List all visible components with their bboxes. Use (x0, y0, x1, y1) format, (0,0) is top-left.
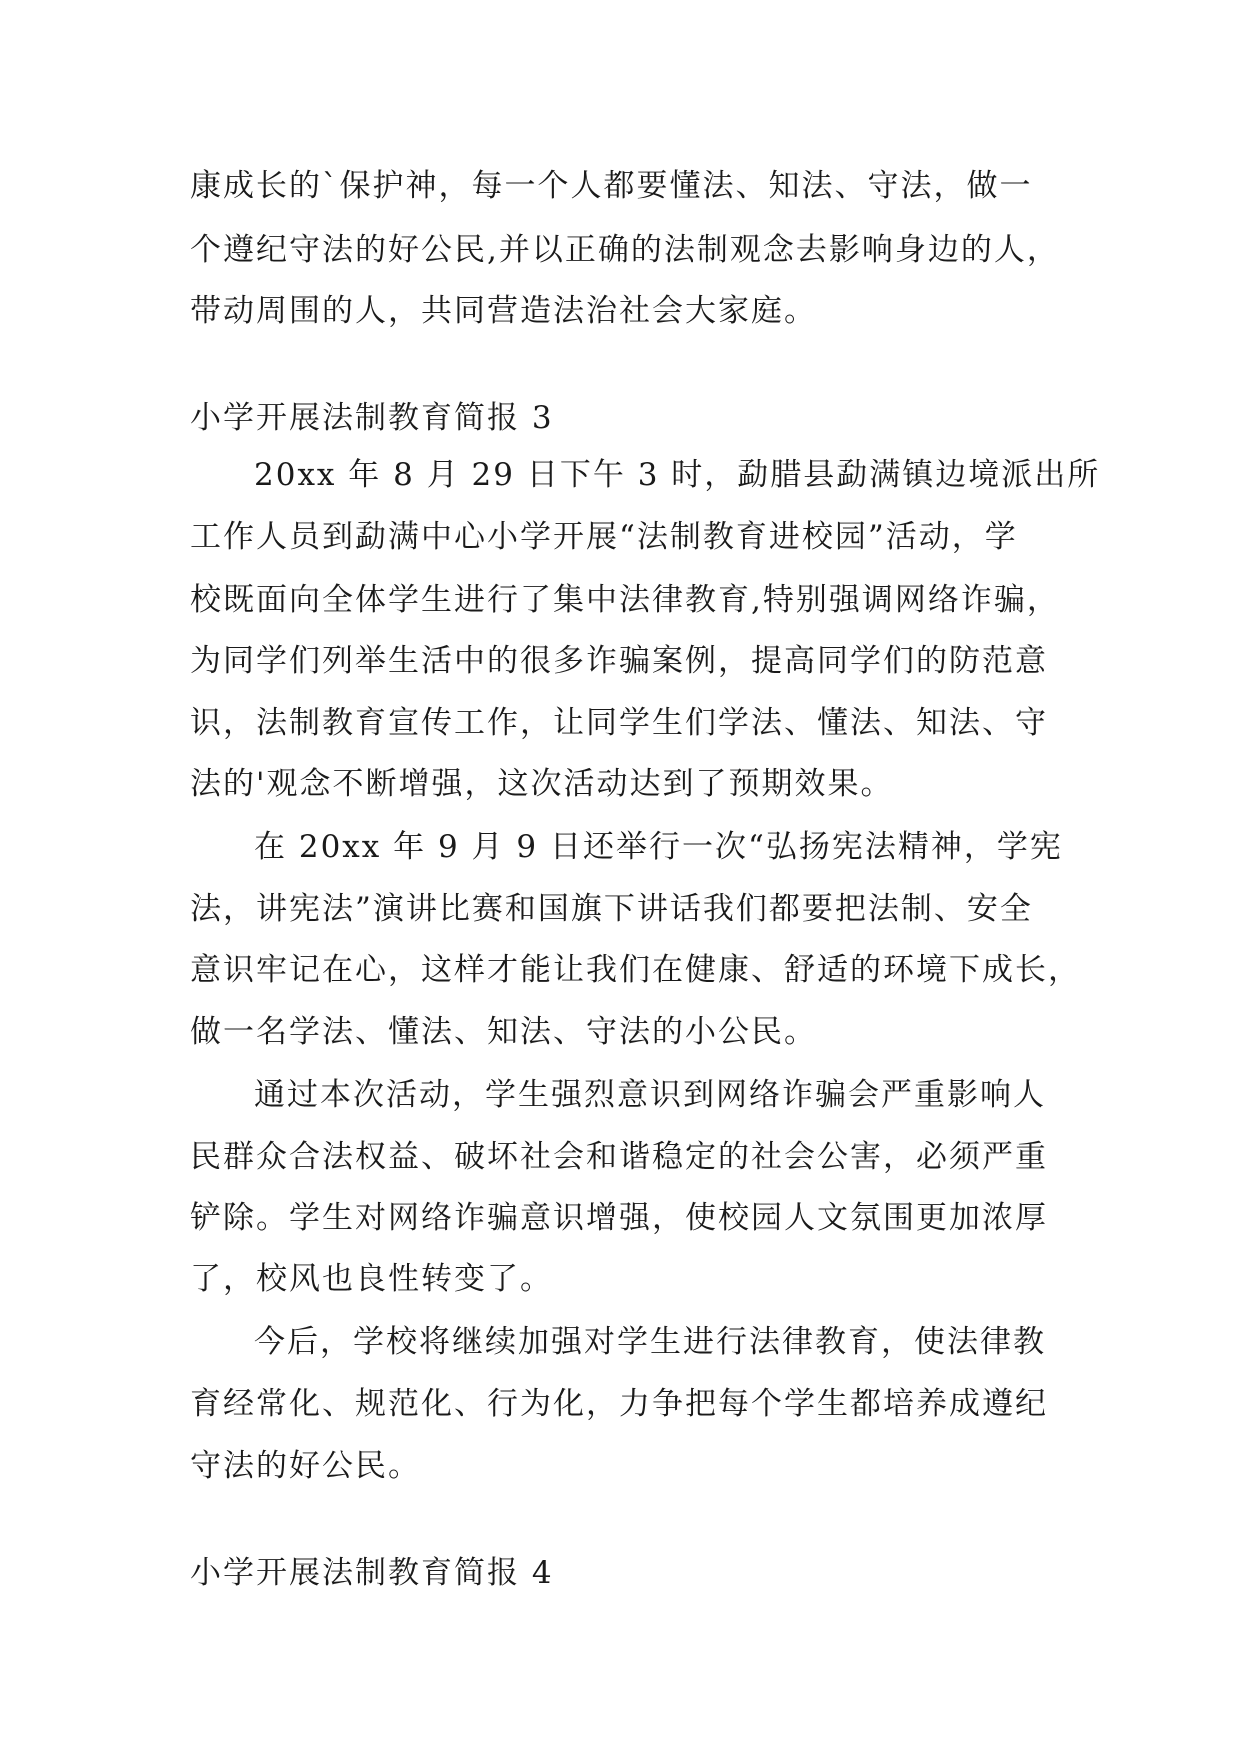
paragraph-line: 为同学们列举生活中的很多诈骗案例，提高同学们的防范意 (190, 643, 1048, 679)
paragraph-line: 民群众合法权益、破坏社会和谐稳定的社会公害，必须严重 (190, 1139, 1048, 1175)
paragraph-line: 做一名学法、懂法、知法、守法的小公民。 (190, 1014, 817, 1050)
paragraph-line: 了，校风也良性转变了。 (190, 1261, 553, 1297)
paragraph-line: 通过本次活动，学生强烈意识到网络诈骗会严重影响人 (254, 1077, 1046, 1113)
intro-line: 个遵纪守法的好公民,并以正确的法制观念去影响身边的人， (190, 232, 1060, 268)
paragraph-line: 意识牢记在心，这样才能让我们在健康、舒适的环境下成长， (190, 952, 1081, 988)
paragraph-line: 铲除。学生对网络诈骗意识增强，使校园人文氛围更加浓厚 (190, 1200, 1048, 1236)
section-title: 小学开展法制教育简报 3 (190, 400, 554, 436)
paragraph-line: 守法的好公民。 (190, 1448, 421, 1484)
paragraph-line: 在 20xx 年 9 月 9 日还举行一次“弘扬宪法精神，学宪 (254, 829, 1063, 865)
paragraph-line: 法的'观念不断增强，这次活动达到了预期效果。 (190, 766, 894, 802)
paragraph-line: 工作人员到勐满中心小学开展“法制教育进校园”活动，学 (190, 519, 1018, 555)
paragraph-line: 今后，学校将继续加强对学生进行法律教育，使法律教 (254, 1324, 1046, 1360)
paragraph-line: 法，讲宪法”演讲比赛和国旗下讲话我们都要把法制、安全 (190, 891, 1033, 927)
paragraph-line: 20xx 年 8 月 29 日下午 3 时，勐腊县勐满镇边境派出所 (254, 457, 1101, 493)
intro-line: 带动周围的人，共同营造法治社会大家庭。 (190, 293, 817, 329)
paragraph-line: 育经常化、规范化、行为化，力争把每个学生都培养成遵纪 (190, 1386, 1048, 1422)
paragraph-line: 校既面向全体学生进行了集中法律教育,特别强调网络诈骗， (190, 582, 1060, 618)
intro-line: 康成长的`保护神，每一个人都要懂法、知法、守法，做一 (190, 168, 1033, 204)
section-title: 小学开展法制教育简报 4 (190, 1555, 554, 1591)
paragraph-line: 识，法制教育宣传工作，让同学生们学法、懂法、知法、守 (190, 705, 1048, 741)
